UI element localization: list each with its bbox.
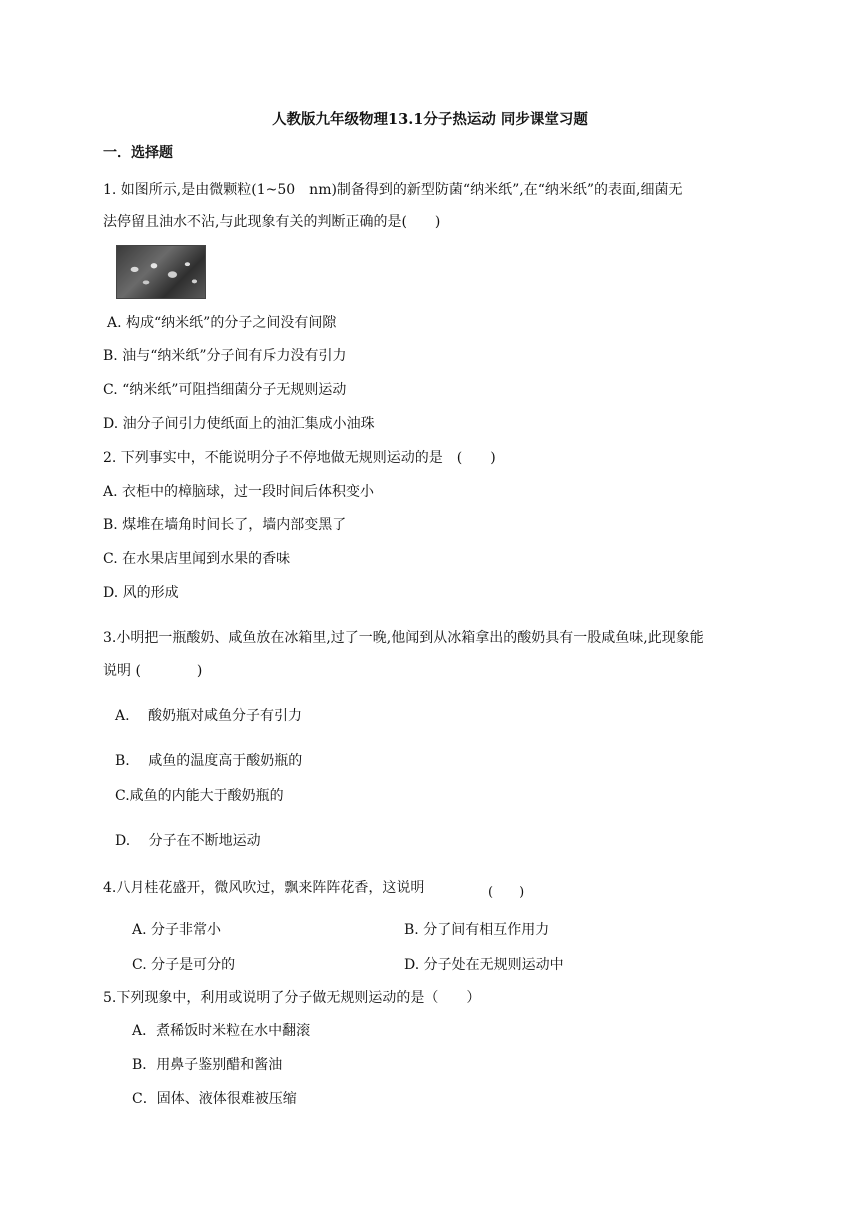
q2-option-b: B. 煤堆在墙角时间长了，墙内部变黑了 <box>103 517 347 533</box>
q4-stem: 4.八月桂花盛开，微风吹过，飘来阵阵花香，这说明 <box>103 880 425 896</box>
q2-option-a: A. 衣柜中的樟脑球，过一段时间后体积变小 <box>103 484 375 500</box>
q1-stem-line1: 1. 如图所示,是由微颗粒(1~50 nm)制备得到的新型防菌“纳米纸”,在“纳米纸”的表面,细菌无 <box>103 182 683 198</box>
q1-option-b: B. 油与“纳米纸”分子间有斥力没有引力 <box>103 348 347 364</box>
q4-option-d: D. 分子处在无规则运动中 <box>404 957 564 973</box>
q1-option-a: A. 构成“纳米纸”的分子之间没有间隙 <box>107 315 337 331</box>
q2-option-c: C. 在水果店里闻到水果的香味 <box>103 551 291 567</box>
q3-stem-line1: 3.小明把一瓶酸奶、咸鱼放在冰箱里,过了一晚,他闻到从冰箱拿出的酸奶具有一股咸鱼味,此现象能 <box>103 630 704 646</box>
q4-option-b: B. 分了间有相互作用力 <box>404 922 550 938</box>
q2-option-d: D. 风的形成 <box>103 585 179 601</box>
q5-option-b: B．用鼻子鉴别醋和酱油 <box>132 1057 283 1073</box>
nano-paper-photo <box>116 245 206 299</box>
section-heading: 一．选择题 <box>103 145 173 161</box>
q4-option-a: A. 分子非常小 <box>132 922 222 938</box>
q3-option-d: D. 分子在不断地运动 <box>115 833 261 849</box>
q3-option-c: C.咸鱼的内能大于酸奶瓶的 <box>115 788 284 804</box>
q5-stem: 5.下列现象中，利用或说明了分子做无规则运动的是（ ） <box>103 990 481 1006</box>
q1-stem-line2: 法停留且油水不沾,与此现象有关的判断正确的是( ) <box>103 214 441 230</box>
q3-option-a: A. 酸奶瓶对咸鱼分子有引力 <box>115 708 303 724</box>
q1-option-d: D. 油分子间引力使纸面上的油汇集成小油珠 <box>103 416 375 432</box>
q1-option-c: C. “纳米纸”可阻挡细菌分子无规则运动 <box>103 382 347 398</box>
q4-answer-paren: ( ) <box>488 885 525 900</box>
q4-option-c: C. 分子是可分的 <box>132 957 236 973</box>
q2-stem: 2. 下列事实中，不能说明分子不停地做无规则运动的是 ( ) <box>103 450 496 466</box>
q3-stem-line2: 说明 ( ) <box>103 663 203 679</box>
q3-option-b: B. 咸鱼的温度高于酸奶瓶的 <box>115 753 303 769</box>
q5-option-a: A．煮稀饭时米粒在水中翻滚 <box>132 1023 311 1039</box>
page-title: 人教版九年级物理13.1分子热运动 同步课堂习题 <box>272 111 588 128</box>
q5-option-c: C．固体、液体很难被压缩 <box>132 1091 297 1107</box>
